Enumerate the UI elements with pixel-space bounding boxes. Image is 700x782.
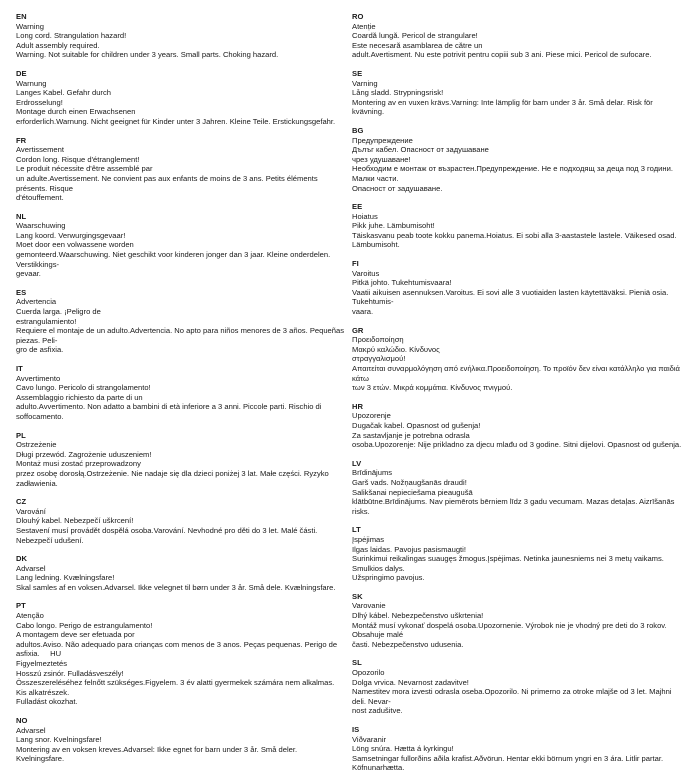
warning-text-line: Varoitus bbox=[352, 268, 380, 278]
warning-text-line: Montering av en vuxen krävs.Varning: Inte lämplig för barn under 3 år. Små delar. Risk för kvävning. bbox=[352, 97, 655, 117]
warning-block-ro bbox=[352, 12, 685, 60]
warning-text-line: Surinkimui reikalingas suaugęs žmogus.Įspėjimas. Netinka jaunesniems nei 3 metų vaikams. Smulkios dalys. bbox=[352, 554, 667, 573]
warning-text-line: Необходим е монтаж от възрастен.Предупреждение. Не е подходящ за деца под 3 години. Малки части. bbox=[352, 164, 676, 183]
warning-text-line: Pitkä johto. Tukehtumisvaara! bbox=[352, 278, 452, 288]
warning-text-line: d'étouffement. bbox=[16, 193, 64, 203]
warning-text-line: Warnung bbox=[16, 78, 47, 88]
warning-text-line: Dlouhý kabel. Nebezpečí uškrcení! bbox=[16, 516, 134, 526]
warning-text-line: osoba.Upozorenje: Nije prikladno za djecu mlađu od 3 godine. Sitni dijelovi. Opasnost od gušenja. bbox=[352, 440, 682, 450]
language-code: SL bbox=[352, 658, 362, 668]
warning-block-dk bbox=[16, 554, 346, 592]
warning-text-line: Adult assembly required. bbox=[16, 40, 100, 50]
warning-text-line: Dugačak kabel. Opasnost od gušenja! bbox=[352, 420, 481, 430]
warning-block-fi bbox=[352, 259, 685, 317]
warning-block-sk bbox=[352, 592, 685, 650]
warning-text-line: Vaatii aikuisen asennuksen.Varoitus. Ei sovi alle 3 vuotiaiden lasten käytettäväksi. Pieniä osia. Tukehtumis- bbox=[352, 287, 671, 307]
warning-text-line: Varning bbox=[352, 78, 378, 88]
warning-text-line: Sestavení musí provádět dospělá osoba.Varování. Nevhodné pro děti do 3 let. Malé části. Nebezpečí udušení. bbox=[16, 525, 320, 545]
warning-text-line: Fulladást okozhat. bbox=[16, 697, 78, 707]
warning-text-line: estrangulamiento! bbox=[16, 316, 77, 326]
warning-text-line: Lang ledning. Kvælningsfare! bbox=[16, 573, 115, 583]
warning-text-line: Assemblaggio richiesto da parte di un bbox=[16, 392, 143, 402]
warning-text-line: Coardă lungă. Pericol de strangulare! bbox=[352, 31, 478, 41]
warning-text-line: un adulte.Avertissement. Ne convient pas aux enfants de moins de 3 ans. Petits éléments présents. Risque bbox=[16, 173, 320, 193]
warning-block-ee bbox=[352, 202, 685, 250]
warning-text-line: Moet door een volwassene worden bbox=[16, 240, 134, 250]
warning-block-pt bbox=[16, 601, 346, 707]
warning-text-line: των 3 ετών. Μικρά κομμάτια. Κίνδυνος πνιγμού. bbox=[352, 383, 513, 393]
warning-text-line: Дълъг кабел. Опасност от задушаване bbox=[352, 145, 489, 155]
warning-text-line: чрез удушаване! bbox=[352, 154, 411, 164]
warning-text-line: Samsetningar fullorðins aðila krafist.Aðvörun. Hentar ekki börnum yngri en 3 ára. Litlir partar. Köfnunarhætta. bbox=[352, 753, 666, 773]
warning-text-line: Erdrosselung! bbox=[16, 97, 63, 107]
language-code: IS bbox=[352, 725, 360, 734]
language-code: EN bbox=[16, 12, 27, 21]
warning-block-sl bbox=[352, 658, 685, 716]
warning-block-se bbox=[352, 69, 685, 117]
warning-text-line: Long cord. Strangulation hazard! bbox=[16, 31, 127, 41]
warning-text-line: Απαιτείται συναρμολόγηση από ενήλικα.Προειδοποίηση. Το προϊόν δεν είναι κατάλληλο για παιδιά κάτω bbox=[352, 364, 683, 383]
warning-text-line: Pikk juhe. Lämbumisoht! bbox=[352, 221, 435, 231]
warning-text-line: στραγγαλισμού! bbox=[352, 354, 406, 364]
warning-text-line: Varování bbox=[16, 506, 46, 516]
warning-text-line: Предупреждение bbox=[352, 135, 413, 145]
warning-text-line: Montáž musí vykonať dospelá osoba.Upozornenie. Výrobok nie je vhodný pre deti do 3 rokov. Obsahuje malé bbox=[352, 620, 669, 640]
warning-text-line: Opozorilo bbox=[352, 668, 385, 678]
language-code: BG bbox=[352, 125, 364, 135]
warning-text-line: Namestitev mora izvesti odrasla oseba.Opozorilo. Ni primerno za otroke mlajše od 3 let. Majhni deli. Nevar- bbox=[352, 687, 674, 706]
language-code: EE bbox=[352, 202, 363, 212]
warning-text-line: Avertissement bbox=[16, 145, 64, 155]
language-code: SE bbox=[352, 68, 363, 78]
warning-text-line: vaara. bbox=[352, 307, 374, 317]
warning-block-fr bbox=[16, 136, 346, 203]
warning-text-line: Skal samles af en voksen.Advarsel. Ikke velegnet til børn under 3 år. Små dele. Kvælningsfare. bbox=[16, 582, 336, 592]
warning-text-line: Lang koord. Verwurgingsgevaar! bbox=[16, 230, 126, 240]
warning-text-line: Hoiatus bbox=[352, 211, 378, 221]
warning-block-pl bbox=[16, 431, 346, 489]
warning-text-line: Figyelmeztetés bbox=[16, 659, 68, 669]
language-code: ES bbox=[16, 287, 27, 297]
warning-text-line: Viðvaranir bbox=[352, 734, 387, 744]
warning-text-line: Warning. Not suitable for children under 3 years. Small parts. Choking hazard. bbox=[16, 50, 279, 60]
warning-text-line: Hosszú zsinór. Fulladásveszély! bbox=[16, 668, 124, 678]
warning-text-line: Langes Kabel. Gefahr durch bbox=[16, 88, 111, 98]
warning-text-line: Atenção bbox=[16, 611, 44, 621]
right-column bbox=[352, 12, 685, 782]
language-code: NO bbox=[16, 716, 28, 725]
warning-block-hr bbox=[352, 402, 685, 450]
warning-text-line: przez osobę dorosłą.Ostrzeżenie. Nie nadaje się dla dzieci poniżej 3 lat. Małe części. Ryzyko zadławienia. bbox=[16, 468, 331, 488]
language-code: LV bbox=[352, 458, 362, 468]
language-code: SK bbox=[352, 591, 363, 601]
warning-block-no bbox=[16, 716, 346, 764]
warning-text-line: Cuerda larga. ¡Peligro de bbox=[16, 307, 101, 317]
warning-text-line: Täiskasvanu peab toote kokku panema.Hoiatus. Ei sobi alla 3-aastastele lastele. Väikesed osad. Lämbumisoht. bbox=[352, 230, 679, 250]
warning-block-it bbox=[16, 364, 346, 422]
warning-block-es bbox=[16, 288, 346, 355]
language-code: PL bbox=[16, 430, 26, 440]
warning-text-line: Dlhý kábel. Nebezpečenstvo uškrtenia! bbox=[352, 611, 484, 621]
warning-text-line: Varovanie bbox=[352, 601, 386, 611]
warning-text-line: Ilgas laidas. Pavojus pasismaugti! bbox=[352, 544, 466, 554]
warning-text-line: Dolga vrvica. Nevarnost zadavitve! bbox=[352, 677, 469, 687]
language-code: RO bbox=[352, 12, 364, 21]
warning-text-line: Cavo lungo. Pericolo di strangolamento! bbox=[16, 383, 151, 393]
warning-text-line: Löng snúra. Hætta á kyrkingu! bbox=[352, 744, 454, 754]
warning-block-en bbox=[16, 12, 346, 60]
warning-text-line: nost zadušitve. bbox=[352, 706, 403, 716]
warning-text-line: erforderlich.Warnung. Nicht geeignet für Kinder unter 3 Jahren. Kleine Teile. Erstickungsgefahr. bbox=[16, 116, 336, 126]
left-column bbox=[16, 12, 346, 773]
warning-block-bg bbox=[352, 126, 685, 193]
warning-text-line: Įspėjimas bbox=[352, 534, 385, 544]
language-code: HR bbox=[352, 401, 363, 411]
warning-text-line: Užspringimo pavojus. bbox=[352, 573, 425, 583]
warning-text-line: A montagem deve ser efetuada por bbox=[16, 630, 135, 640]
warning-block-cz bbox=[16, 497, 346, 545]
language-code: DE bbox=[16, 68, 27, 78]
language-code: FR bbox=[16, 135, 27, 145]
warning-text-line: Μακρύ καλώδιο. Κίνδυνος bbox=[352, 344, 440, 354]
warning-text-line: gro de asfixia. bbox=[16, 345, 64, 355]
warning-text-line: Lång sladd. Strypningsrisk! bbox=[352, 88, 444, 98]
warning-text-line: Atenție bbox=[352, 21, 376, 31]
warning-text-line: Długi przewód. Zagrożenie uduszeniem! bbox=[16, 449, 152, 459]
warning-text-line: Waarschuwing bbox=[16, 221, 66, 231]
warning-text-line: Requiere el montaje de un adulto.Advertencia. No apto para niños menores de 3 años. Pequeñas piezas. Peli- bbox=[16, 326, 347, 345]
warning-text-line: adultos.Aviso. Não adequado para crianças com menos de 3 anos. Peças pequenas. Perigo de asfixia. HU bbox=[16, 639, 340, 659]
warning-block-lt bbox=[352, 525, 685, 583]
language-code: CZ bbox=[16, 497, 27, 507]
warning-text-line: Cabo longo. Perigo de estrangulamento! bbox=[16, 620, 153, 630]
language-code: GR bbox=[352, 325, 364, 335]
warning-text-line: Este necesară asamblarea de către un bbox=[352, 40, 483, 50]
warning-text-line: Összeszereléséhez felnőtt szükséges.Figyelem. 3 év alatti gyermekek számára nem alkalmas. Kis alkatrészek. bbox=[16, 678, 337, 697]
warning-text-line: Ostrzeżenie bbox=[16, 440, 57, 450]
warning-text-line: Salikšanai nepieciešama pieaugušā bbox=[352, 487, 473, 497]
warning-text-line: Za sastavljanje je potrebna odrasla bbox=[352, 430, 470, 440]
language-code: IT bbox=[16, 364, 23, 373]
warning-text-line: Brīdinājums bbox=[352, 468, 393, 478]
warning-text-line: Upozorenje bbox=[352, 411, 391, 421]
warning-text-line: Montaż musi zostać przeprowadzony bbox=[16, 459, 141, 469]
warning-text-line: Опасност от задушаване. bbox=[352, 183, 443, 193]
warning-block-de bbox=[16, 69, 346, 127]
language-code: FI bbox=[352, 259, 359, 269]
warning-text-line: časti. Nebezpečenstvo udusenia. bbox=[352, 639, 464, 649]
warning-text-line: Προειδοποίηση bbox=[352, 335, 404, 345]
language-code: LT bbox=[352, 525, 361, 535]
warning-text-line: Advertencia bbox=[16, 297, 57, 307]
warning-block-gr bbox=[352, 326, 685, 393]
warning-text-line: Garš vads. Nožņaugšanās draudi! bbox=[352, 477, 467, 487]
warning-text-line: gevaar. bbox=[16, 269, 41, 279]
warning-block-nl bbox=[16, 212, 346, 279]
warning-text-line: Montage durch einen Erwachsenen bbox=[16, 107, 136, 117]
language-code: NL bbox=[16, 211, 27, 221]
warning-text-line: gemonteerd.Waarschuwing. Niet geschikt voor kinderen jonger dan 3 jaar. Kleine onderdelen. Verstikkings- bbox=[16, 250, 333, 269]
warning-text-line: Le produit nécessite d'être assemblé par bbox=[16, 164, 153, 174]
warning-text-line: Montering av en voksen kreves.Advarsel: Ikke egnet for barn under 3 år. Små deler. Kvelningsfare. bbox=[16, 744, 300, 764]
warning-text-line: adult.Avertisment. Nu este potrivit pentru copiii sub 3 ani. Piese mici. Pericol de sufocare. bbox=[352, 50, 652, 60]
language-code: DK bbox=[16, 554, 27, 564]
warning-text-line: Warning bbox=[16, 21, 44, 31]
warning-text-line: Avvertimento bbox=[16, 373, 61, 383]
warning-text-line: Cordon long. Risque d'étranglement! bbox=[16, 154, 140, 164]
warning-block-lv bbox=[352, 459, 685, 517]
warning-text-line: adulto.Avvertimento. Non adatto a bambini di età inferiore a 3 anni. Piccole parti. Rischio di soffocamento. bbox=[16, 402, 324, 421]
warning-text-line: Advarsel bbox=[16, 725, 46, 735]
language-code: PT bbox=[16, 601, 26, 611]
warning-text-line: klātbūtne.Brīdinājums. Nav piemērots bērniem līdz 3 gadu vecumam. Mazas detaļas. Aizrīšanās risks. bbox=[352, 497, 677, 516]
warning-block-is bbox=[352, 725, 685, 773]
warning-text-line: Lang snor. Kvelningsfare! bbox=[16, 735, 102, 745]
warning-text-line: Advarsel bbox=[16, 563, 46, 573]
